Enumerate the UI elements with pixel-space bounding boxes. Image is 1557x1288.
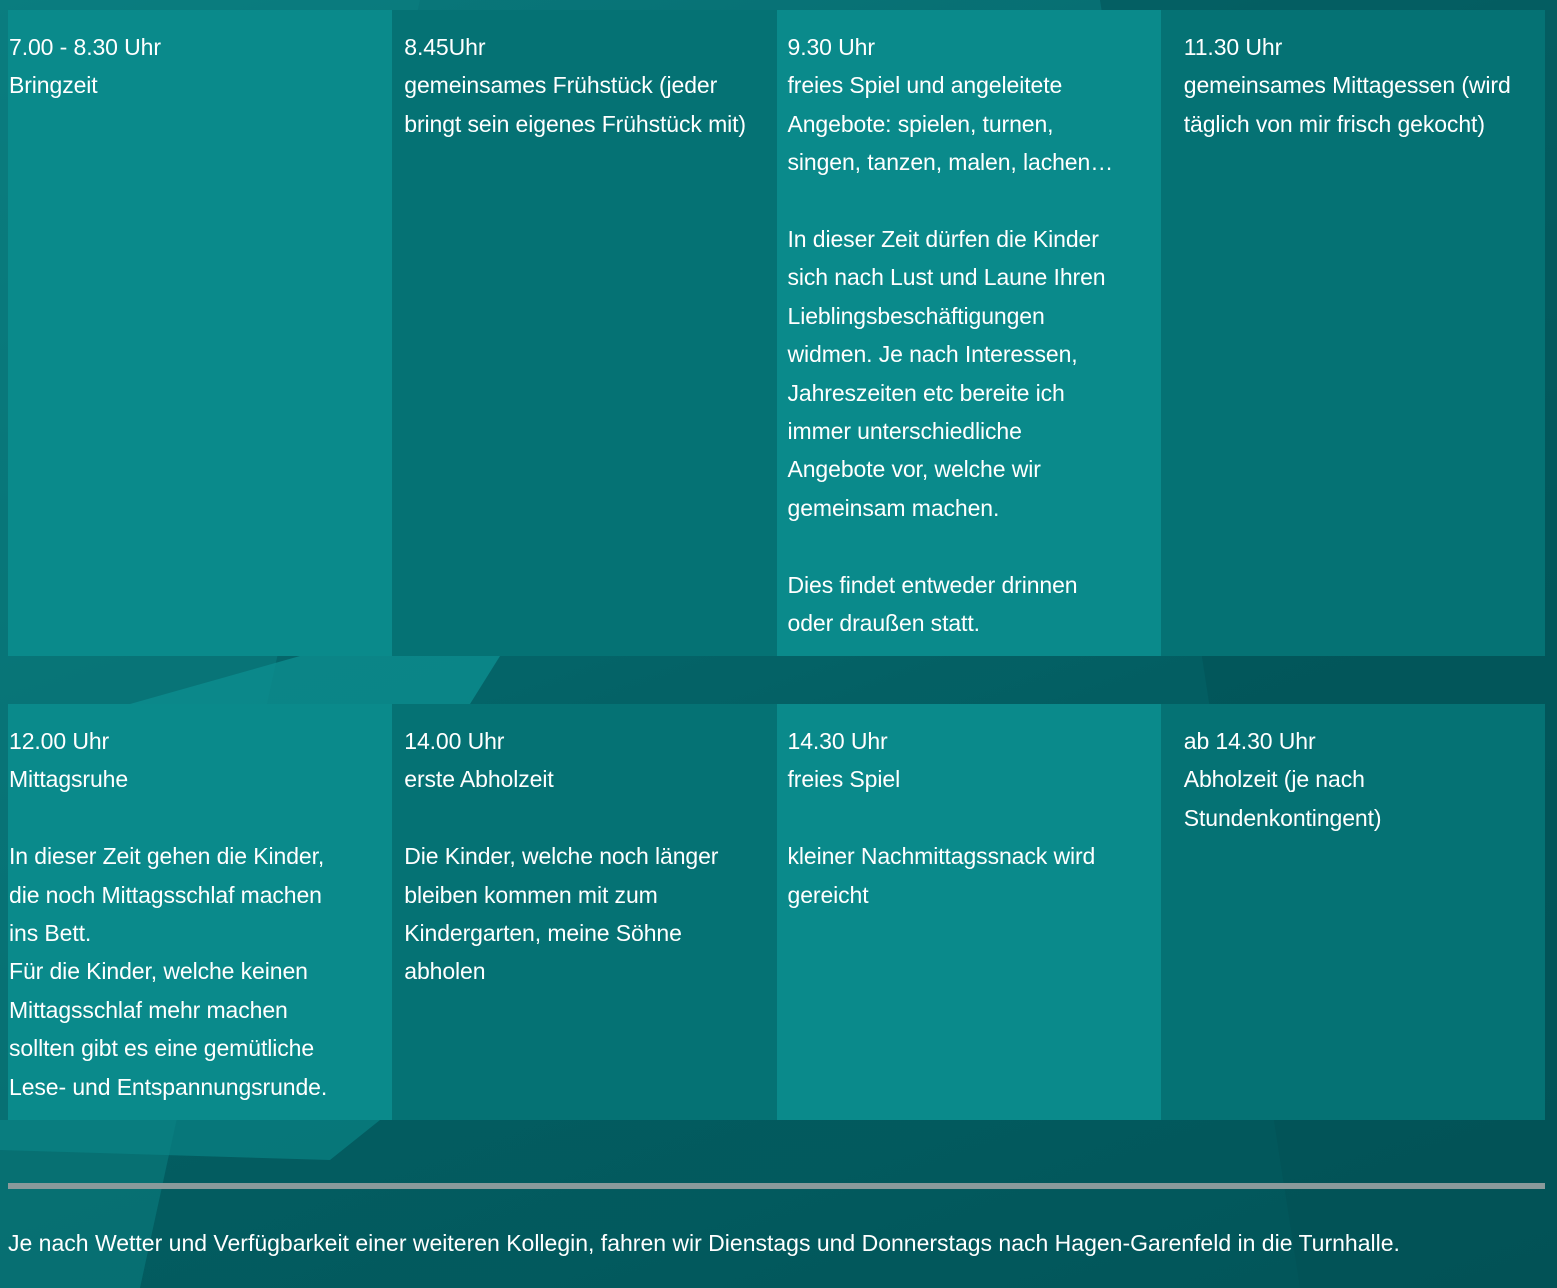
cell-text: Dies findet entweder drinnen [787, 571, 1078, 598]
cell-text: Bringzeit [9, 72, 98, 99]
cell-text: Lieblingsbeschäftigungen [787, 302, 1045, 329]
cell-text: gemeinsames Frühstück (jeder [404, 72, 718, 99]
schedule-cell-fruehstueck [392, 10, 776, 656]
cell-time: 8.45Uhr [404, 34, 486, 60]
cell-text: freies Spiel und angeleitete [787, 72, 1063, 99]
cell-text: widmen. Je nach Interessen, [787, 341, 1078, 368]
cell-text: Mittagsruhe [9, 766, 129, 793]
cell-time: 14.00 Uhr [404, 728, 505, 754]
cell-text: die noch Mittagsschlaf machen [9, 881, 322, 908]
cell-text: immer unterschiedliche [787, 418, 1022, 445]
schedule-cell-mittagsruhe [8, 704, 392, 1120]
cell-text: sollten gibt es eine gemütliche [9, 1035, 315, 1062]
cell-text: Angebote vor, welche wir [787, 456, 1041, 483]
schedule-row-morning [8, 10, 1545, 656]
cell-text: gereicht [787, 881, 869, 908]
schedule-cell-abholzeit [1161, 704, 1545, 1120]
cell-time: 7.00 - 8.30 Uhr [9, 34, 161, 60]
cell-text: freies Spiel [787, 766, 901, 793]
schedule-cell-freies-spiel-nachmittag [777, 704, 1161, 1120]
cell-text: sich nach Lust und Laune Ihren [787, 264, 1106, 291]
schedule-cell-bringzeit [8, 10, 392, 656]
cell-text: ins Bett. [9, 920, 92, 947]
cell-text: gemeinsames Mittagessen (wird [1183, 72, 1511, 99]
schedule-cell-erste-abholzeit [392, 704, 776, 1120]
cell-text: singen, tanzen, malen, lachen… [787, 149, 1114, 176]
cell-text: Mittagsschlaf mehr machen [9, 996, 288, 1023]
cell-time: 11.30 Uhr [1183, 34, 1283, 60]
cell-text: Abholzeit (je nach [1183, 766, 1365, 793]
schedule-cell-freies-spiel [777, 10, 1161, 656]
cell-text: Angebote: spielen, turnen, [787, 110, 1054, 137]
cell-text: abholen [404, 958, 486, 985]
cell-text: Für die Kinder, welche keinen [9, 958, 308, 985]
cell-text: Stundenkontingent) [1183, 804, 1382, 831]
footer-note: Je nach Wetter und Verfügbarkeit einer weiteren Kollegin, fahren wir Dienstags und Donnerstags nach Hagen-Garenfeld in die Turnhalle. [8, 1230, 1400, 1256]
cell-text: Kindergarten, meine Söhne [404, 920, 682, 947]
cell-text: erste Abholzeit [404, 766, 554, 793]
cell-text: gemeinsam machen. [787, 494, 1000, 521]
cell-text: kleiner Nachmittagssnack wird [787, 843, 1096, 870]
cell-time: 14.30 Uhr [787, 728, 888, 754]
cell-text: täglich von mir frisch gekocht) [1183, 110, 1485, 137]
cell-text: Jahreszeiten etc bereite ich [787, 379, 1065, 406]
cell-text: Lese- und Entspannungsrunde. [9, 1073, 328, 1100]
cell-time: ab 14.30 Uhr [1183, 728, 1316, 754]
cell-text: In dieser Zeit dürfen die Kinder [787, 226, 1099, 253]
cell-text: oder draußen statt. [787, 610, 980, 637]
cell-text: In dieser Zeit gehen die Kinder, [9, 843, 325, 870]
cell-text: bleiben kommen mit zum [404, 881, 658, 908]
divider [8, 1183, 1545, 1189]
cell-text: bringt sein eigenes Frühstück mit) [404, 110, 746, 137]
cell-time: 9.30 Uhr [787, 34, 875, 60]
schedule-cell-mittagessen [1161, 10, 1545, 656]
cell-text: Die Kinder, welche noch länger [404, 843, 719, 870]
cell-time: 12.00 Uhr [9, 728, 110, 754]
schedule-row-afternoon [8, 704, 1545, 1120]
